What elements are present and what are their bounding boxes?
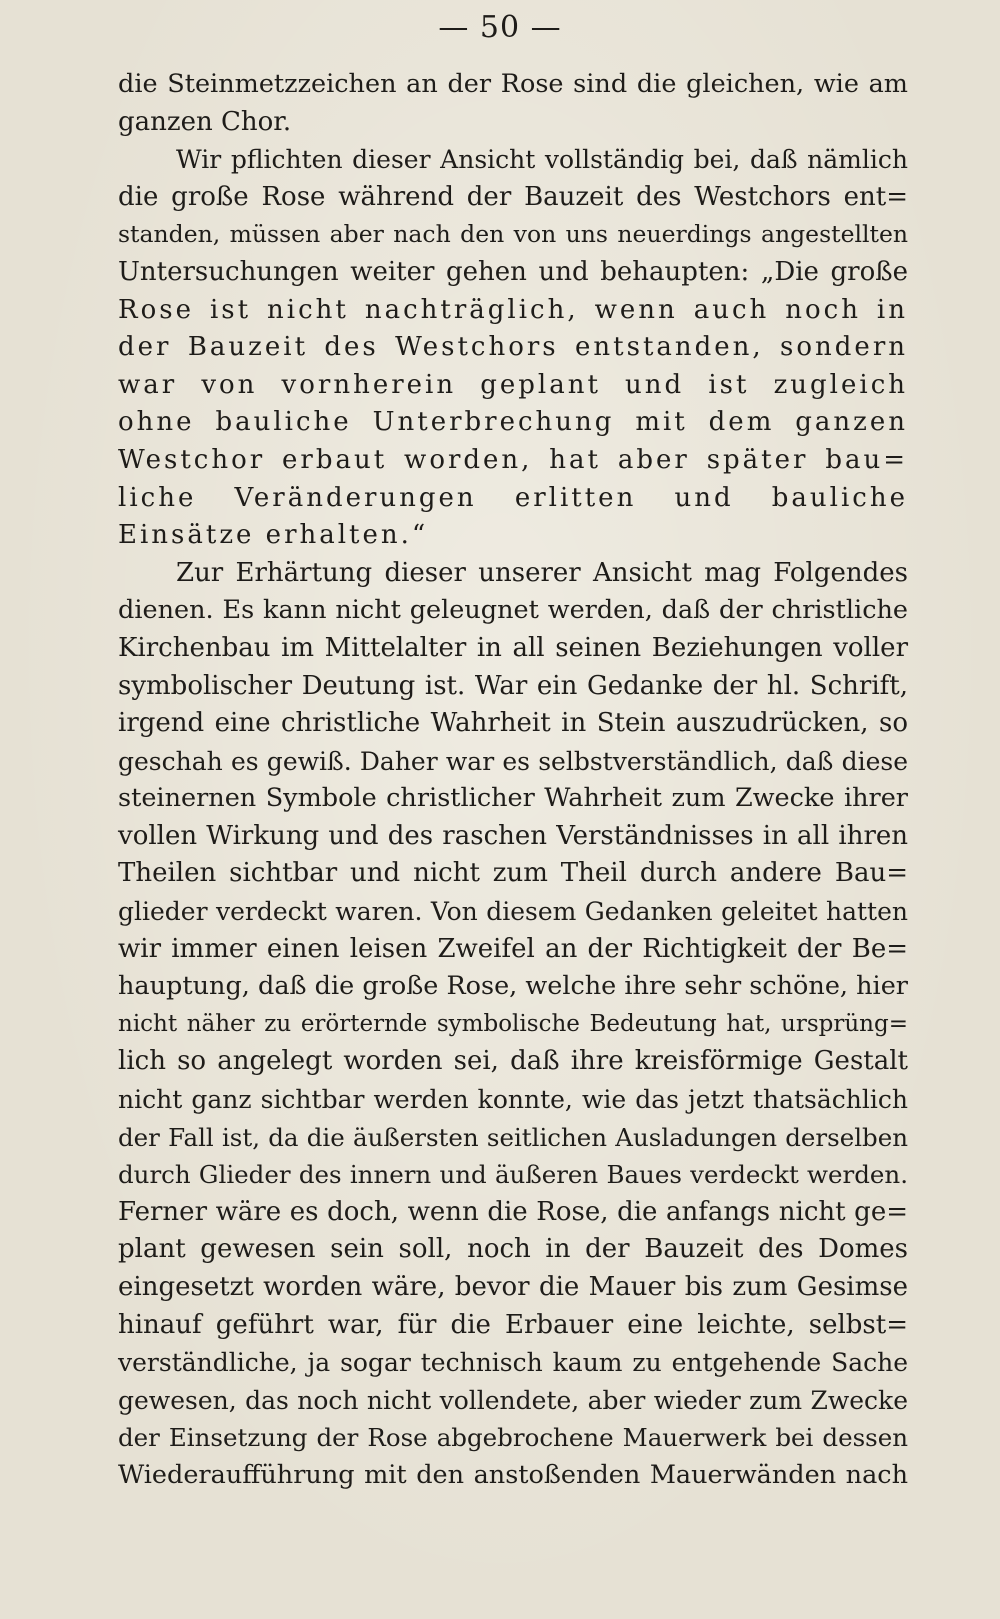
text-line: der Einsetzung der Rose abgebrochene Mauerwerk bei dessen xyxy=(118,1423,908,1453)
text-line: glieder verdeckt waren. Von diesem Gedanken geleitet hatten xyxy=(118,897,908,927)
text-line: Ferner wäre es doch, wenn die Rose, die anfangs nicht ge= xyxy=(118,1196,908,1227)
text-line: hinauf geführt war, für die Erbauer eine leichte, selbst= xyxy=(118,1309,908,1340)
text-line: die Steinmetzzeichen an der Rose sind die gleichen, wie am xyxy=(118,69,908,99)
text-line: Wir pflichten dieser Ansicht vollständig bei, daß nämlich xyxy=(176,145,908,175)
text-line: der Fall ist, da die äußersten seitlichen Ausladungen derselben xyxy=(118,1122,908,1152)
text-line: dienen. Es kann nicht geleugnet werden, daß der christliche xyxy=(118,595,908,626)
text-line: irgend eine christliche Wahrheit in Stein auszudrücken, so xyxy=(118,708,908,739)
text-line: gewesen, das noch nicht vollendete, aber wieder zum Zwecke xyxy=(118,1385,908,1415)
body-text xyxy=(118,66,908,1495)
text-line: verständliche, ja sogar technisch kaum zu entgehende Sache xyxy=(118,1348,908,1378)
text-line: nicht ganz sichtbar werden konnte, wie das jetzt thatsächlich xyxy=(118,1085,908,1115)
text-line: Kirchenbau im Mittelalter in all seinen Beziehungen voller xyxy=(118,632,908,663)
text-line: ganzen Chor. xyxy=(118,106,292,137)
text-line: der Bauzeit des Westchors entstanden, sondern xyxy=(118,332,908,363)
text-line: liche Veränderungen erlitten und bauliche xyxy=(118,482,908,513)
text-line: Untersuchungen weiter gehen und behaupten: „Die große xyxy=(118,256,908,287)
text-line: nicht näher zu erörternde symbolische Bedeutung hat, ursprüng= xyxy=(118,1010,908,1037)
text-line: plant gewesen sein soll, noch in der Bauzeit des Domes xyxy=(118,1234,908,1265)
text-line: Westchor erbaut worden, hat aber später bau= xyxy=(118,444,908,475)
text-line: standen, müssen aber nach den von uns neuerdings angestellten xyxy=(118,220,908,249)
text-line: symbolischer Deutung ist. War ein Gedanke der hl. Schrift, xyxy=(118,670,908,701)
text-line: eingesetzt worden wäre, bevor die Mauer bis zum Gesimse xyxy=(118,1272,908,1302)
text-line: war von vornherein geplant und ist zugleich xyxy=(118,369,908,400)
text-line: Zur Erhärtung dieser unserer Ansicht mag Folgendes xyxy=(176,557,908,588)
text-line: steinernen Symbole christlicher Wahrheit zum Zwecke ihrer xyxy=(118,783,908,814)
text-line: lich so angelegt worden sei, daß ihre kreisförmige Gestalt xyxy=(118,1046,908,1077)
text-line: wir immer einen leisen Zweifel an der Richtigkeit der Be= xyxy=(118,933,908,964)
text-line: Theilen sichtbar und nicht zum Theil durch andere Bau= xyxy=(118,858,908,889)
text-line: hauptung, daß die große Rose, welche ihre sehr schöne, hier xyxy=(118,971,908,1002)
text-line: durch Glieder des innern und äußeren Baues verdeckt werden. xyxy=(118,1160,908,1190)
text-line: ohne bauliche Unterbrechung mit dem ganzen xyxy=(118,407,908,438)
text-line: Einsätze erhalten.“ xyxy=(118,520,429,551)
text-line: die große Rose während der Bauzeit des Westchors ent= xyxy=(118,181,908,212)
text-line: vollen Wirkung und des raschen Verständnisses in all ihren xyxy=(118,820,908,851)
text-line: Rose ist nicht nachträglich, wenn auch noch in xyxy=(118,294,908,325)
text-line: geschah es gewiß. Daher war es selbstverständlich, daß diese xyxy=(118,746,908,776)
page-number-header: — 50 — xyxy=(438,10,562,45)
text-line: Wiederaufführung mit den anstoßenden Mauerwänden nach xyxy=(118,1459,908,1490)
